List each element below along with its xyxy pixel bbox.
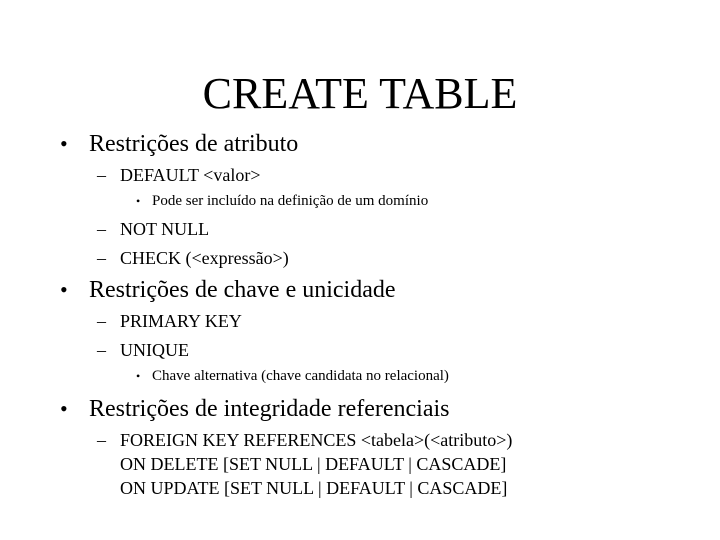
section-heading-attribute-constraints: Restrições de atributo — [89, 131, 299, 157]
bullet-level3-icon: • — [136, 369, 141, 383]
bullet-level1-icon: • — [60, 131, 68, 156]
sub-item-unique-note: Chave alternativa (chave candidata no relacional) — [152, 368, 449, 384]
list-item-on-delete: ON DELETE [SET NULL | DEFAULT | CASCADE] — [120, 454, 507, 474]
list-item-on-update: ON UPDATE [SET NULL | DEFAULT | CASCADE] — [120, 478, 508, 498]
list-item-foreign-key: FOREIGN KEY REFERENCES <tabela>(<atributo>) — [120, 430, 513, 450]
section-heading-referential-constraints: Restrições de integridade referenciais — [89, 396, 450, 422]
list-item-primary-key: PRIMARY KEY — [120, 311, 242, 331]
bullet-level2-icon: – — [97, 248, 106, 268]
bullet-level2-icon: – — [97, 311, 106, 331]
list-item-not-null: NOT NULL — [120, 219, 210, 239]
bullet-level2-icon: – — [97, 219, 106, 239]
list-item-check: CHECK (<expressão>) — [120, 248, 289, 268]
list-item-default: DEFAULT <valor> — [120, 165, 261, 185]
bullet-level2-icon: – — [97, 430, 106, 450]
bullet-level1-icon: • — [60, 277, 68, 302]
slide-title: CREATE TABLE — [202, 69, 518, 118]
bullet-level3-icon: • — [136, 194, 141, 208]
section-heading-key-constraints: Restrições de chave e unicidade — [89, 277, 396, 303]
bullet-level2-icon: – — [97, 340, 106, 360]
bullet-level2-icon: – — [97, 165, 106, 185]
sub-item-default-note: Pode ser incluído na definição de um domínio — [152, 193, 429, 209]
list-item-unique: UNIQUE — [120, 340, 189, 360]
bullet-level1-icon: • — [60, 396, 68, 421]
